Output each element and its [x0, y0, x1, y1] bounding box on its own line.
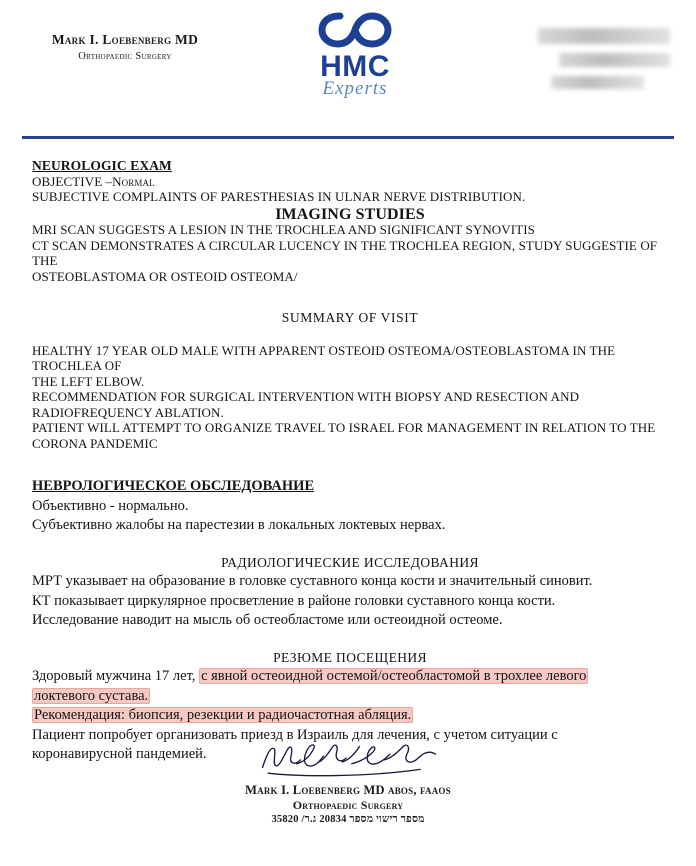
russian-summary-line-4: Пациент попробует организовать приезд в Израиль для лечения, с учетом ситуации с [32, 726, 558, 743]
russian-summary-line-3 [32, 706, 668, 726]
russian-neuro-line-1: Объективно - нормально. [32, 497, 189, 514]
english-imaging-line-1: MRI SCAN SUGGESTS A LESION IN THE TROCHLEA AND SIGNIFICANT SYNOVITIS [32, 222, 536, 237]
english-imaging-section [32, 207, 668, 285]
doctor-identity-block [30, 32, 220, 62]
english-neuro-line-2: SUBJECTIVE COMPLAINTS OF PARESTHESIAS IN ULNAR NERVE DISTRIBUTION. [32, 189, 526, 204]
infinity-loop-icon [318, 10, 392, 50]
english-summary-line-1: HEALTHY 17 YEAR OLD MALE WITH APPARENT OSTEOID OSTEOMA/OSTEOBLASTOMA IN THE TROCHLEA OF [32, 342, 616, 373]
russian-neuro-heading: НЕВРОЛОГИЧЕСКОЕ ОБСЛЕДОВАНИЕ [32, 478, 315, 494]
english-summary-line-4: RADIOFREQUENCY ABLATION. [32, 404, 224, 420]
russian-summary-line-5: коронавирусной пандемией. [32, 746, 207, 762]
english-summary-line-6: CORONA PANDEMIC [32, 435, 158, 451]
redacted-bar [551, 76, 643, 89]
doctor-name: Mark I. Loebenberg MD [51, 32, 199, 47]
russian-summary-line-2 [32, 687, 668, 707]
clinic-logo [285, 10, 425, 100]
letterhead [0, 0, 696, 128]
english-summary-line-5: PATIENT WILL ATTEMPT TO ORGANIZE TRAVEL TO ISRAEL FOR MANAGEMENT IN RELATION TO THE [32, 420, 656, 435]
russian-summary-highlight-1: с явной остеоидной остемой/остеобластомой в трохлее левого [201, 668, 587, 684]
signature-specialty: Orthopaedic Surgery [292, 798, 404, 812]
spacer [32, 536, 668, 553]
doctor-specialty: Orthopaedic Surgery [78, 51, 172, 62]
english-neuro-line-1: OBJECTIVE –Normal [32, 173, 155, 189]
russian-imaging-heading: РАДИОЛОГИЧЕСКИЕ ИССЛЕДОВАНИЯ [221, 554, 479, 570]
russian-summary-highlight-2: локтевого сустава. [34, 687, 149, 704]
english-neuro-heading: NEUROLOGIC EXAM [32, 158, 172, 173]
redacted-contact-block [538, 28, 670, 98]
russian-imaging-line-1: МРТ указывает на образование в головке суставного конца кости и значительный синовит. [32, 573, 593, 589]
redacted-bar [538, 28, 670, 44]
russian-summary-line-1-plain: Здоровый мужчина 17 лет, [32, 668, 196, 684]
signature-block [0, 735, 696, 825]
header-divider [22, 136, 674, 139]
english-neurologic-section [32, 158, 668, 205]
russian-imaging-line-3: Исследование наводит на мысль об остеобластоме или остеоидной остеоме. [32, 612, 503, 628]
english-summary-line-2: THE LEFT ELBOW. [32, 373, 145, 389]
redacted-bar [559, 53, 670, 67]
russian-imaging-line-2: КТ показывает циркулярное просветление в районе головки суставного конца кости. [32, 592, 556, 609]
spacer [32, 326, 668, 343]
spacer [32, 284, 668, 310]
english-imaging-line-2: CT SCAN DEMONSTRATES A CIRCULAR LUCENCY IN THE TROCHLEA REGION, STUDY SUGGESTIE OF THE [32, 237, 658, 268]
spacer [32, 451, 668, 477]
english-summary-heading: SUMMARY OF VISIT [281, 310, 419, 325]
document-body [32, 158, 668, 765]
english-imaging-heading: IMAGING STUDIES [275, 205, 425, 223]
signature-icon [253, 735, 443, 781]
spacer [32, 631, 668, 648]
english-imaging-line-3: OSTEOBLASTOMA OR OSTEOID OSTEOMA/ [32, 268, 298, 284]
signature-license: מספר רישוי מספר 20834 ג.ר/ 35820 [271, 814, 425, 825]
russian-neurologic-section [32, 477, 668, 536]
russian-summary-highlight-3: Рекомендация: биопсия, резекции и радиочастотная абляция. [34, 707, 412, 723]
english-summary-line-3: RECOMMENDATION FOR SURGICAL INTERVENTION WITH BIOPSY AND RESECTION AND [32, 389, 580, 404]
logo-subtext: Experts [322, 78, 388, 99]
signature-name: Mark I. Loebenberg MD abos, faaos [245, 783, 451, 797]
russian-neuro-line-2: Субъективно жалобы на парестезии в локальных локтевых нервах. [32, 517, 446, 533]
russian-summary-line-1 [32, 667, 668, 687]
russian-imaging-section [32, 553, 668, 631]
english-summary-section [32, 310, 668, 451]
logo-text: HMC [320, 50, 390, 83]
russian-summary-heading: РЕЗЮМЕ ПОСЕЩЕНИЯ [273, 649, 427, 665]
